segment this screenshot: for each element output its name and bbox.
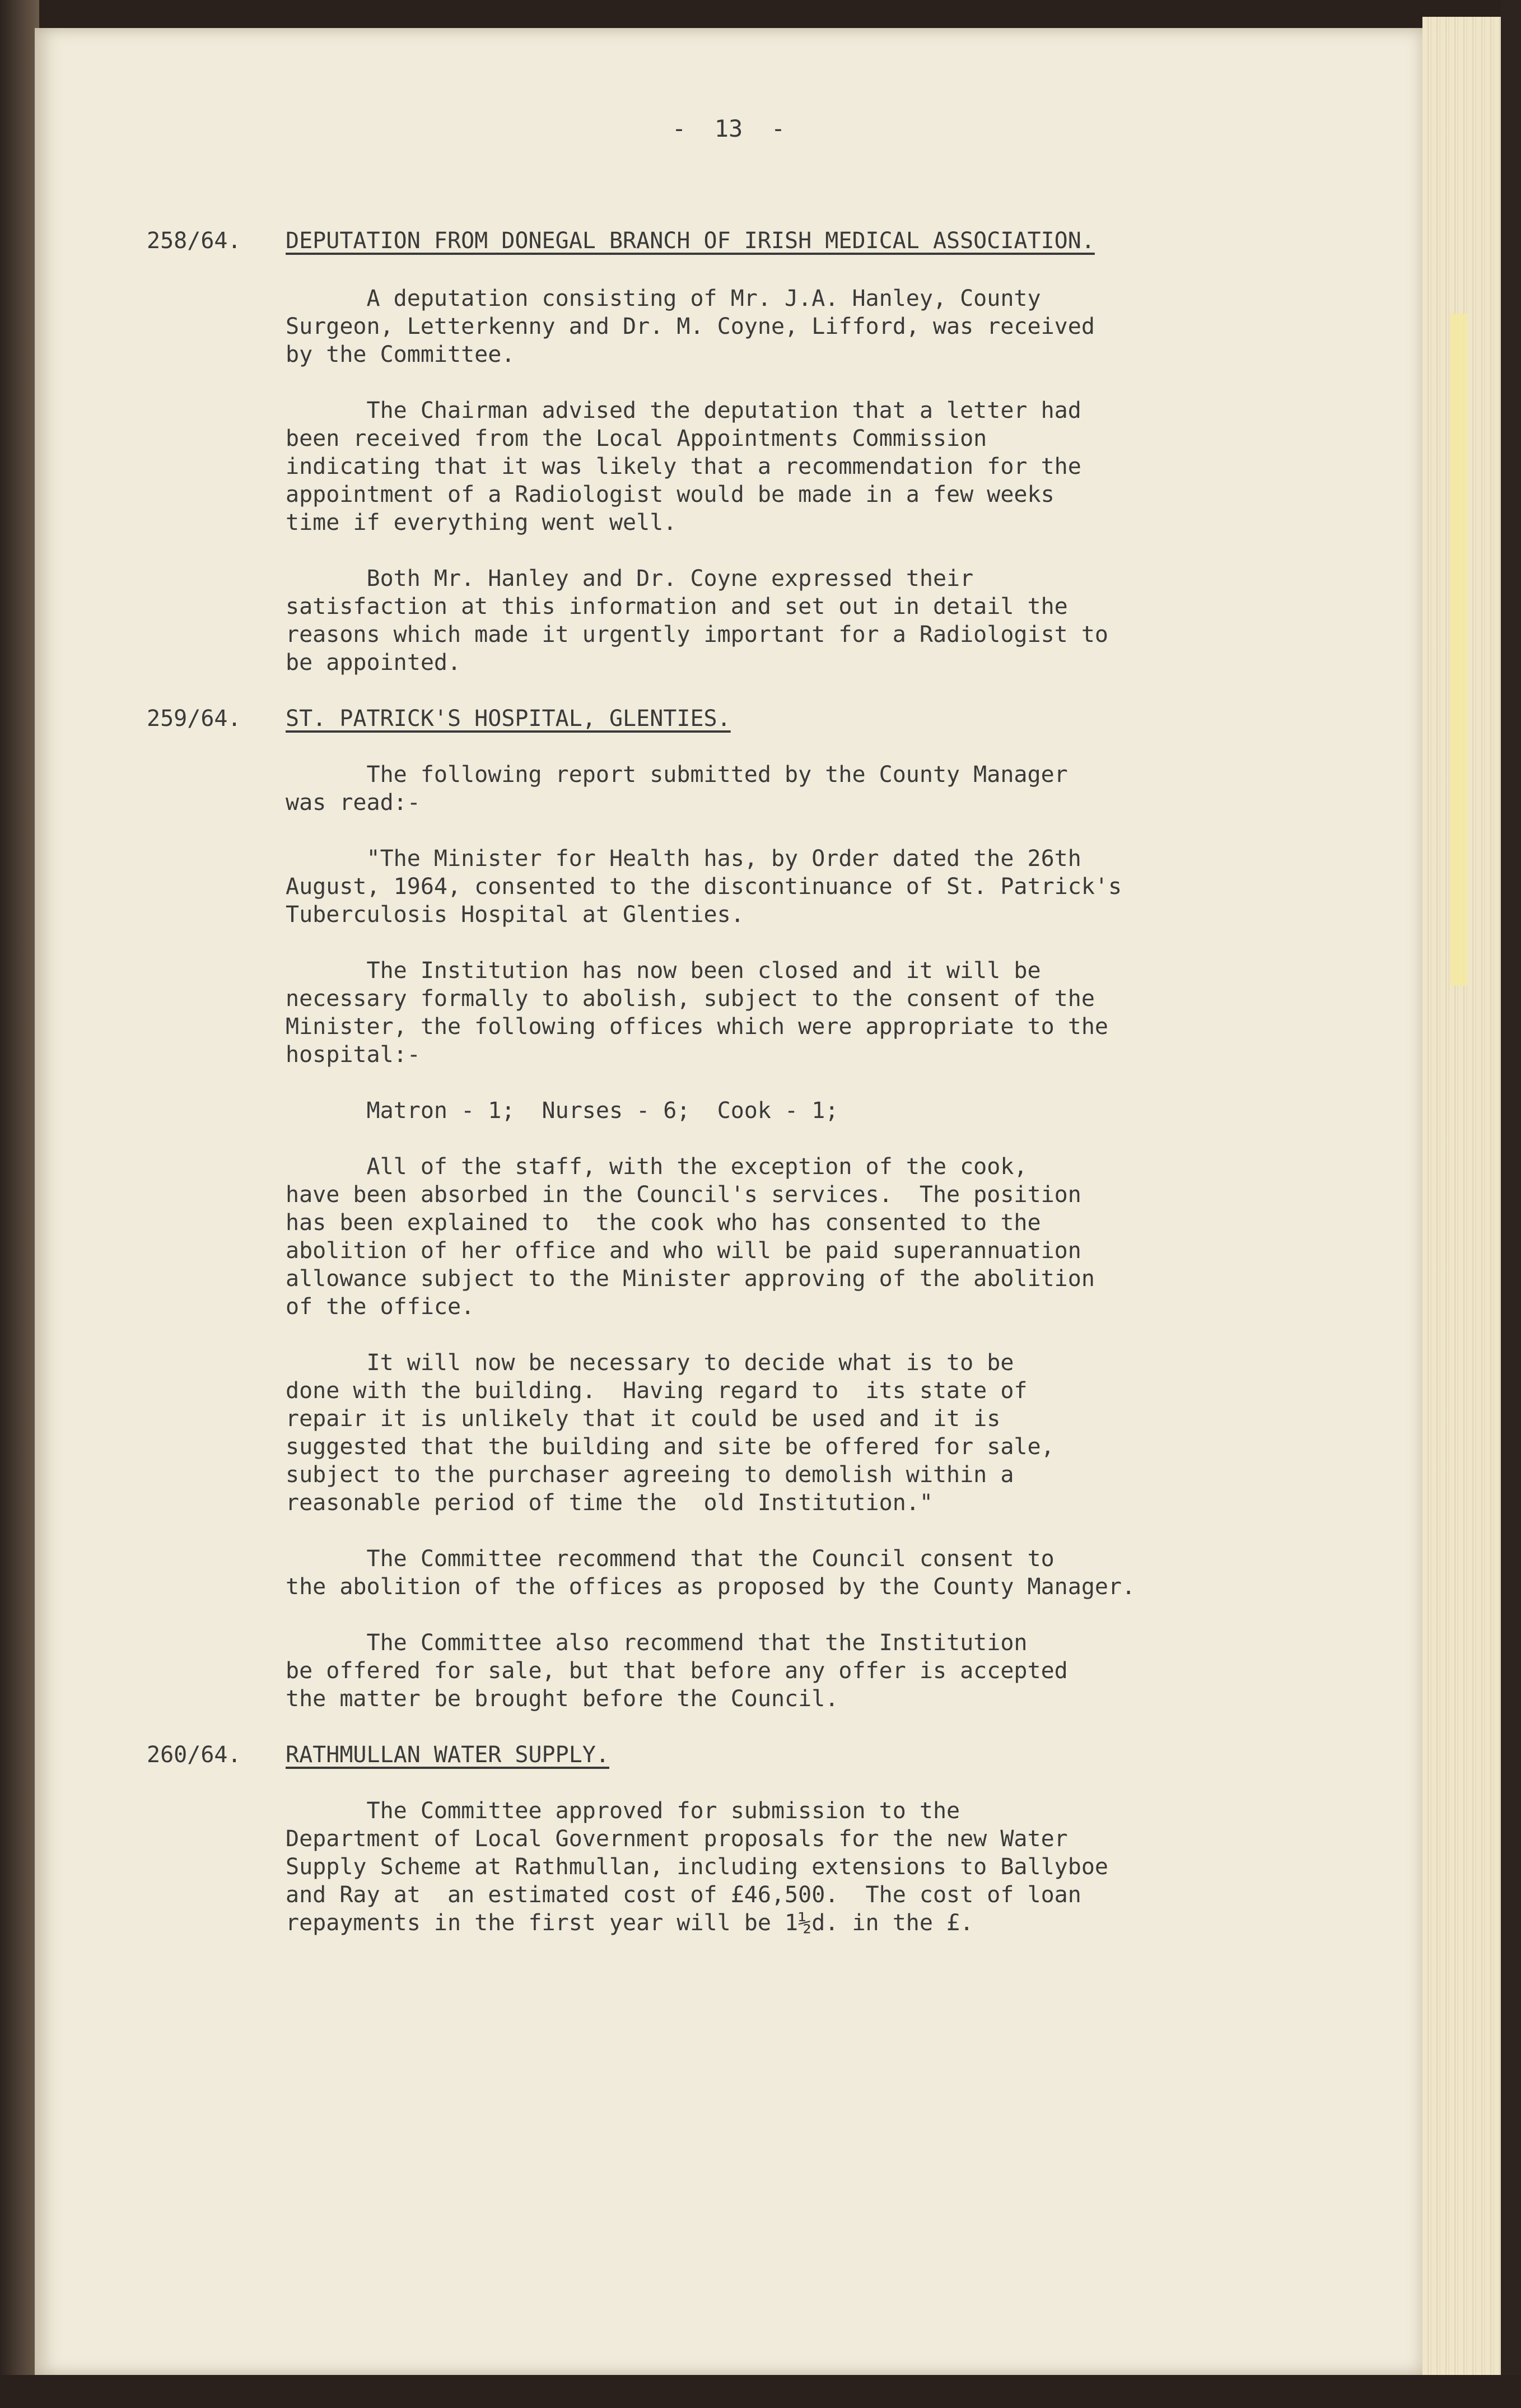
paragraph: The Committee also recommend that the Institution be offered for sale, but that before any offer is accepted the matter be brought before the Council. xyxy=(286,1630,1068,1712)
document-page xyxy=(35,28,1422,2375)
paragraph: A deputation consisting of Mr. J.A. Hanley, County Surgeon, Letterkenny and Dr. M. Coyne, Lifford, was received by the Committee. xyxy=(286,286,1095,367)
item-number: 260/64. xyxy=(147,1742,241,1768)
yellow-tab-strip xyxy=(1450,314,1467,986)
page-number: - 13 - xyxy=(671,115,786,142)
paragraph: The Institution has now been closed and it will be necessary formally to abolish, subject to the consent of the Minister, the following offices which were appropriate to the hospital:- xyxy=(286,958,1109,1068)
page-content xyxy=(35,28,1422,2375)
paragraph: The Committee approved for submission to the Department of Local Government proposals for the new Water Supply Scheme at Rathmullan, including extensions to Ballyboe and Ray at an estimated cost of £46,500. The cost of loan repayments in the first year will be 1½d. in the £. xyxy=(286,1798,1109,1936)
paragraph: All of the staff, with the exception of the cook, have been absorbed in the Council's services. The position has been explained to the cook who has consented to the abolition of her office and who will be paid superannuation allowance subject to the Minister approving of the abolition of the office. xyxy=(286,1154,1095,1320)
paragraph: Both Mr. Hanley and Dr. Coyne expressed their satisfaction at this information and set out in detail the reasons which made it urgently important for a Radiologist to be appointed. xyxy=(286,566,1109,676)
item-number: 259/64. xyxy=(147,706,241,732)
paragraph: It will now be necessary to decide what is to be done with the building. Having regard to its state of repair it is unlikely that it could be used and it is suggested that the building and site be offered for sale, subject to the purchaser agreeing to demolish within a reasonable period of time the old Institution." xyxy=(286,1350,1055,1516)
item-heading: ST. PATRICK'S HOSPITAL, GLENTIES. xyxy=(286,706,731,732)
item-heading: RATHMULLAN WATER SUPPLY. xyxy=(286,1742,609,1768)
scan-background-right xyxy=(1501,0,1521,2408)
book-binding xyxy=(0,0,39,2408)
paragraph: The Committee recommend that the Council consent to the abolition of the offices as proposed by the County Manager. xyxy=(286,1546,1136,1600)
item-heading: DEPUTATION FROM DONEGAL BRANCH OF IRISH MEDICAL ASSOCIATION. xyxy=(286,228,1095,254)
paragraph: The following report submitted by the County Manager was read:- xyxy=(286,762,1068,816)
paragraph: The Chairman advised the deputation that a letter had been received from the Local Appointments Commission indicating that it was likely that a recommendation for the appointment of a Radiologist would be made in a few weeks time if everything went well. xyxy=(286,398,1081,535)
item-number: 258/64. xyxy=(147,228,241,254)
paragraph: Matron - 1; Nurses - 6; Cook - 1; xyxy=(286,1098,839,1124)
scan-background-top xyxy=(0,0,1521,28)
paragraph: "The Minister for Health has, by Order dated the 26th August, 1964, consented to the discontinuance of St. Patrick's Tuberculosis Hospital at Glenties. xyxy=(286,846,1122,928)
scan-background-bottom xyxy=(0,2375,1521,2408)
